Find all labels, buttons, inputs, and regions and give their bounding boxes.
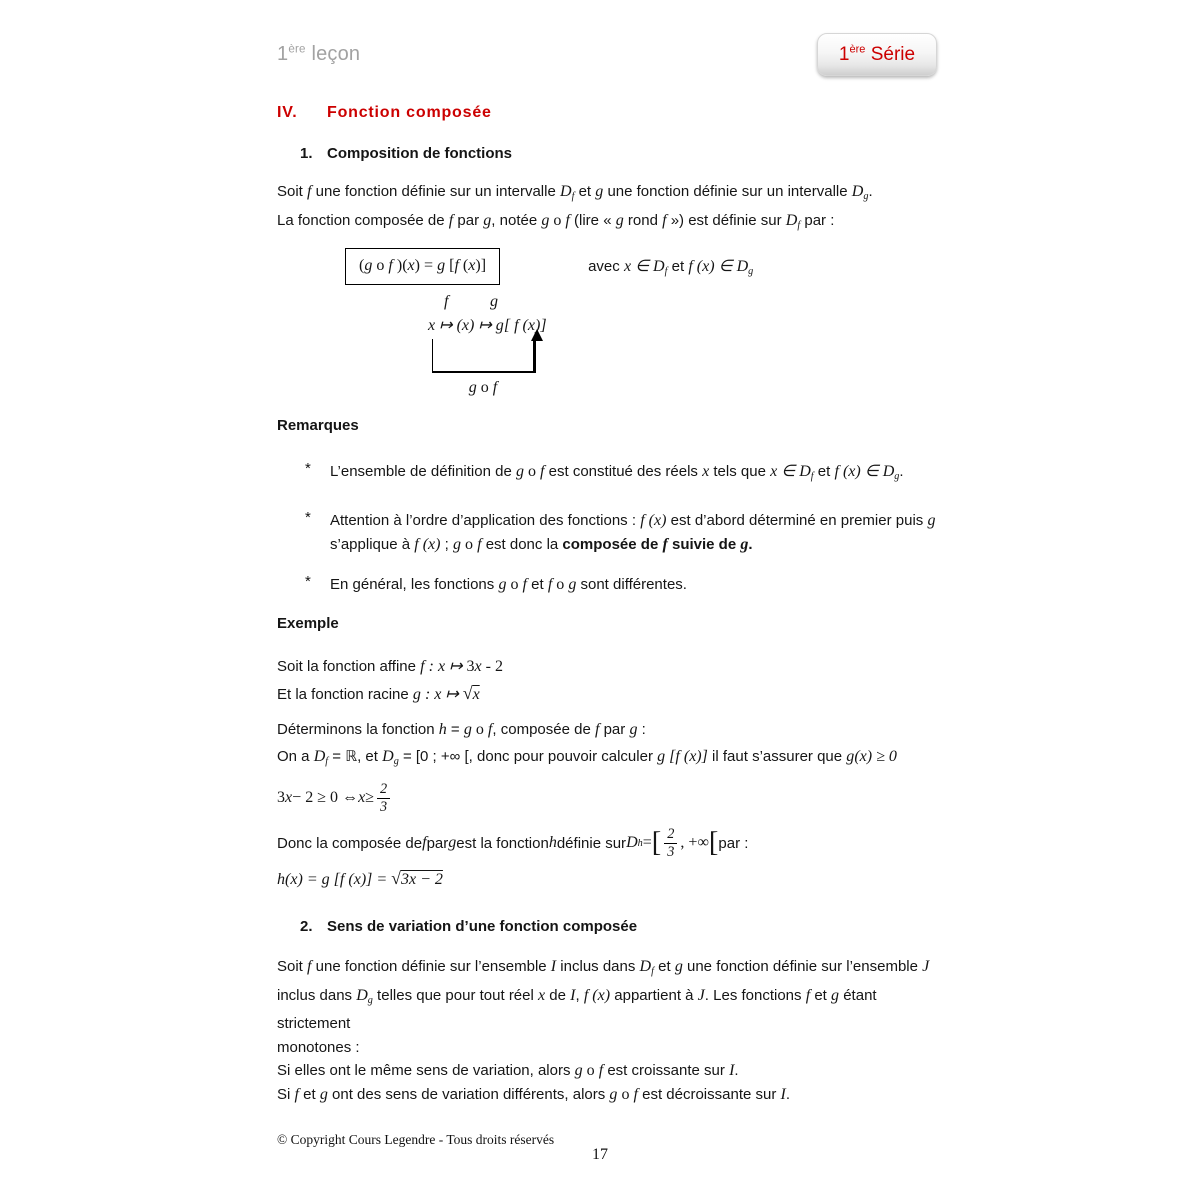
working-line-1: Déterminons la fonction h = g o f, composée de f par g : — [277, 720, 646, 738]
series-badge-text — [839, 44, 915, 66]
variation-line-1: Soit f une fonction définie sur l’ensemble I inclus dans $D_f$ et g une fonction définie sur l’ensemble J — [277, 958, 930, 978]
diagram-gof-label: g o f — [468, 378, 498, 396]
variation-line-4: Si elles ont le même sens de variation, alors g o f est croissante sur I. — [277, 1062, 739, 1080]
hx-formula-line: h(x) = g [f (x)] = √3x − 2 — [277, 868, 443, 889]
lesson-label — [277, 43, 360, 66]
remark-item-2 — [277, 509, 937, 557]
remark-2-text — [330, 509, 937, 557]
exemple-title: Exemple — [277, 614, 339, 632]
section-title: Fonction composée — [327, 104, 492, 121]
variation-paragraph — [277, 955, 937, 1106]
diagram-mapping-line: x ↦ (x) ↦ g[ f (x)] — [428, 316, 547, 334]
lesson-ordinal-suffix: ère — [288, 42, 306, 56]
example-definitions — [277, 654, 937, 708]
diagram-arrow-shaft — [533, 339, 536, 373]
composition-diagram — [428, 293, 628, 397]
example-racine-line: Et la fonction racine g : x ↦ √x — [277, 682, 480, 703]
conclusion-line: Donc la composée de f par g est la fonction h définie sur D h = [ $\frac{2}{3}$ , +∞ [ par : — [277, 825, 749, 860]
bullet-marker: * — [305, 572, 311, 590]
example-working — [277, 716, 937, 775]
remark-2-line-1: Attention à l’ordre d’application des fonctions : f (x) est d’abord déterminé en premier puis g — [330, 511, 936, 529]
subsection-2-title: Sens de variation d’une fonction composée — [327, 918, 638, 936]
intro-paragraph — [277, 180, 937, 238]
series-word: Série — [865, 43, 916, 65]
section-heading — [277, 104, 937, 122]
remark-1-text: L’ensemble de définition de g o f est constitué des réels x tels que x ∈ $D_f$ et f (x) ∈ $D_g$. — [330, 462, 904, 482]
subsection-1-heading — [300, 145, 937, 162]
inequality-line: 3 x − 2 ≥ 0 ⇔ x ≥ $\frac{2}{3}$ — [277, 780, 937, 816]
variation-line-2: inclus dans $D_g$ telles que pour tout réel x de I, f (x) appartient à J. Les fonctions f et g étant strictement — [277, 986, 877, 1033]
page-number: 17 — [592, 1146, 608, 1163]
remark-item-1 — [277, 460, 937, 489]
example-affine-line: Soit la fonction affine f : x ↦ 3x - 2 — [277, 657, 504, 675]
boxed-formula: (g o f )(x) = g [f (x)] — [345, 248, 500, 285]
bullet-marker: * — [305, 459, 311, 477]
formula-row — [277, 248, 937, 285]
variation-line-5: Si f et g ont des sens de variation différents, alors g o f est décroissante sur I. — [277, 1085, 791, 1103]
series-number: 1 — [838, 43, 850, 65]
arrow-up-icon — [531, 329, 543, 341]
lesson-number: 1 — [277, 43, 289, 65]
diagram-g-label: g — [490, 292, 499, 310]
intro-line-2: La fonction composée de f par g, notée g o f (lire « g rond f ») est définie sur $D_f$ par : — [277, 211, 835, 231]
series-badge — [817, 33, 937, 76]
bullet-marker: * — [305, 508, 311, 526]
intro-line-1: Soit f une fonction définie sur un intervalle $D_f$ et g une fonction définie sur un intervalle $D_g$. — [277, 183, 873, 202]
subsection-2-number: 2. — [300, 918, 313, 936]
series-ordinal-suffix: ère — [849, 43, 866, 56]
page-content — [277, 0, 937, 1106]
lesson-word: leçon — [305, 43, 361, 65]
section-numeral: IV. — [277, 104, 298, 121]
remark-3-text: En général, les fonctions g o f et f o g sont différentes. — [330, 575, 687, 593]
variation-line-3: monotones : — [277, 1038, 360, 1056]
remark-2-line-2: s’applique à f (x) ; g o f est donc la composée de f suivie de g. — [330, 535, 753, 553]
remarques-title: Remarques — [277, 416, 359, 434]
diagram-function-labels — [428, 293, 628, 315]
diagram-f-label: f — [444, 292, 449, 310]
working-line-2: On a $D_f$ = ℝ, et $D_g = [0$ ; +∞ [, donc pour pouvoir calculer g [f (x)] il faut s’assurer que g(x) ≥ 0 — [277, 747, 897, 767]
page-header — [277, 33, 937, 77]
formula-condition: avec x ∈ $D_f$ et f (x) ∈ $D_g$ — [588, 257, 754, 277]
subsection-1-number: 1. — [300, 145, 313, 162]
subsection-2-heading — [300, 918, 937, 935]
footer-copyright: © Copyright Cours Legendre - Tous droits réservés — [277, 1132, 555, 1147]
subsection-1-title: Composition de fonctions — [327, 145, 512, 162]
remark-item-3 — [277, 573, 937, 597]
diagram-bracket — [432, 339, 534, 373]
